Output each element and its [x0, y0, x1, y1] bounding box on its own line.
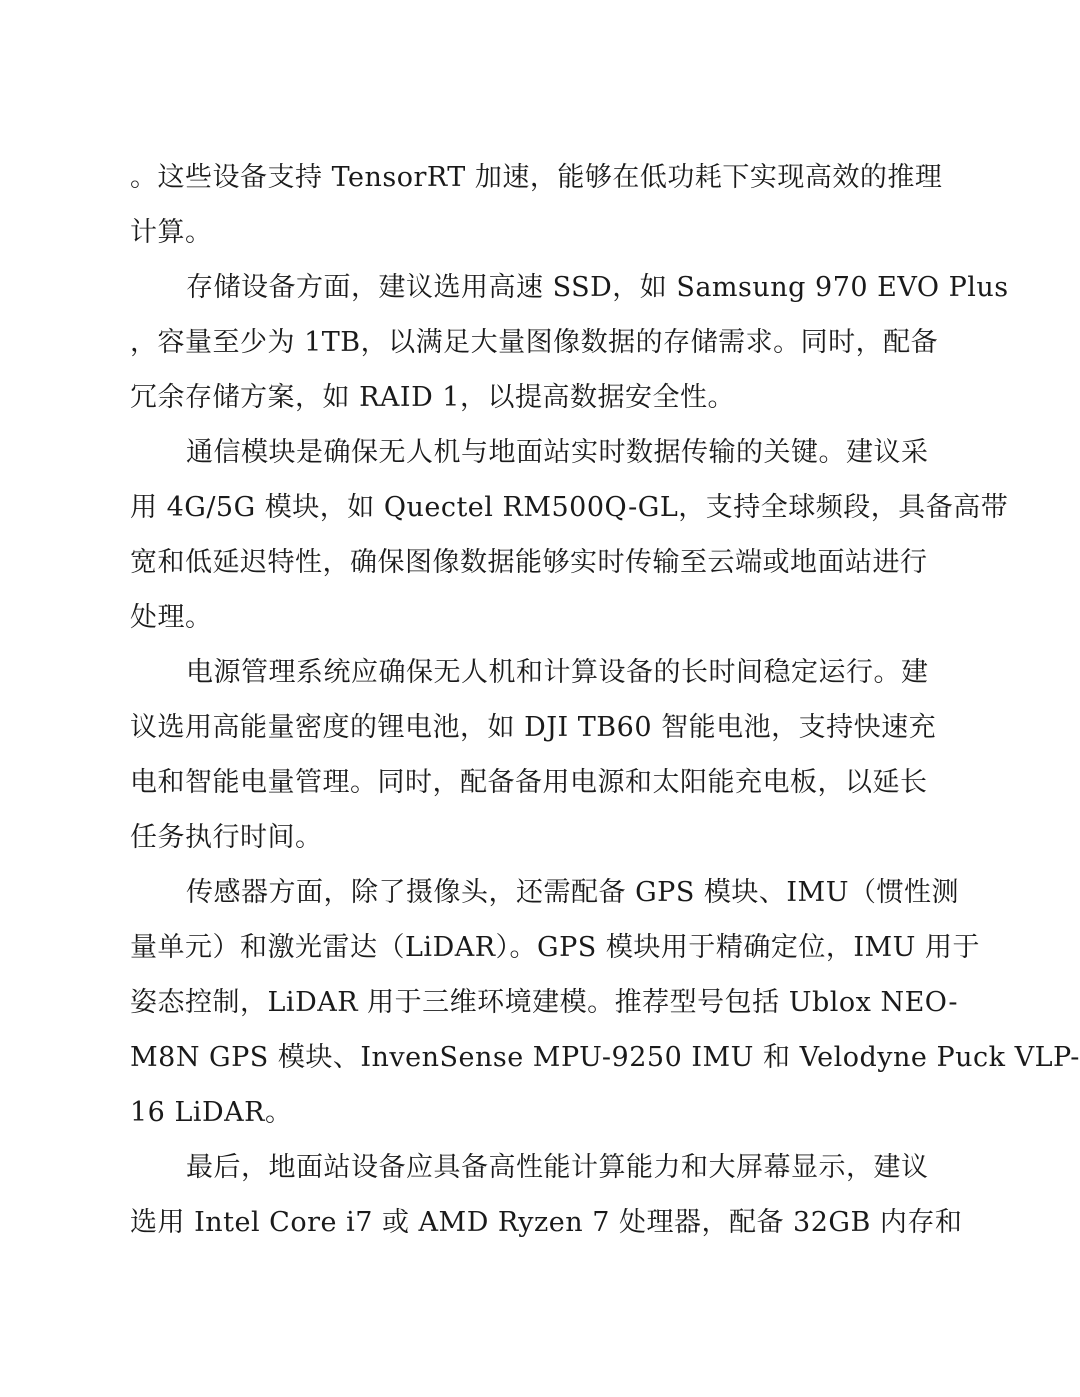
- text-line: 处理。: [130, 602, 213, 633]
- text-line: 姿态控制，LiDAR 用于三维环境建模。推荐型号包括 Ublox NEO-: [130, 987, 959, 1018]
- paragraph-start-line: 传感器方面，除了摄像头，还需配备 GPS 模块、IMU（惯性测: [186, 877, 959, 908]
- text-line: 用 4G/5G 模块，如 Quectel RM500Q-GL，支持全球频段，具备高带: [130, 492, 1009, 523]
- text-line: 冗余存储方案，如 RAID 1，以提高数据安全性。: [130, 382, 735, 413]
- text-line: 量单元）和激光雷达（LiDAR）。GPS 模块用于精确定位，IMU 用于: [130, 932, 981, 963]
- text-line: 16 LiDAR。: [130, 1097, 293, 1128]
- text-line: 计算。: [130, 217, 213, 248]
- paragraph-start-line: 电源管理系统应确保无人机和计算设备的长时间稳定运行。建: [186, 657, 929, 688]
- text-line: 。这些设备支持 TensorRT 加速，能够在低功耗下实现高效的推理: [130, 162, 943, 193]
- body-text: [130, 150, 1080, 1250]
- text-line: 任务执行时间。: [130, 822, 323, 853]
- paragraph-start-line: 通信模块是确保无人机与地面站实时数据传输的关键。建议采: [186, 437, 929, 468]
- text-line: 选用 Intel Core i7 或 AMD Ryzen 7 处理器，配备 32GB 内存和: [130, 1207, 963, 1238]
- text-line: 议选用高能量密度的锂电池，如 DJI TB60 智能电池，支持快速充: [130, 712, 937, 743]
- text-line: ，容量至少为 1TB，以满足大量图像数据的存储需求。同时，配备: [130, 327, 939, 358]
- paragraph-start-line: 存储设备方面，建议选用高速 SSD，如 Samsung 970 EVO Plus: [186, 272, 1009, 303]
- text-line: 宽和低延迟特性，确保图像数据能够实时传输至云端或地面站进行: [130, 547, 928, 578]
- text-line: 电和智能电量管理。同时，配备备用电源和太阳能充电板，以延长: [130, 767, 928, 798]
- paragraph-start-line: 最后，地面站设备应具备高性能计算能力和大屏幕显示，建议: [186, 1152, 929, 1183]
- text-line: M8N GPS 模块、InvenSense MPU-9250 IMU 和 Velodyne Puck VLP-: [130, 1042, 1080, 1073]
